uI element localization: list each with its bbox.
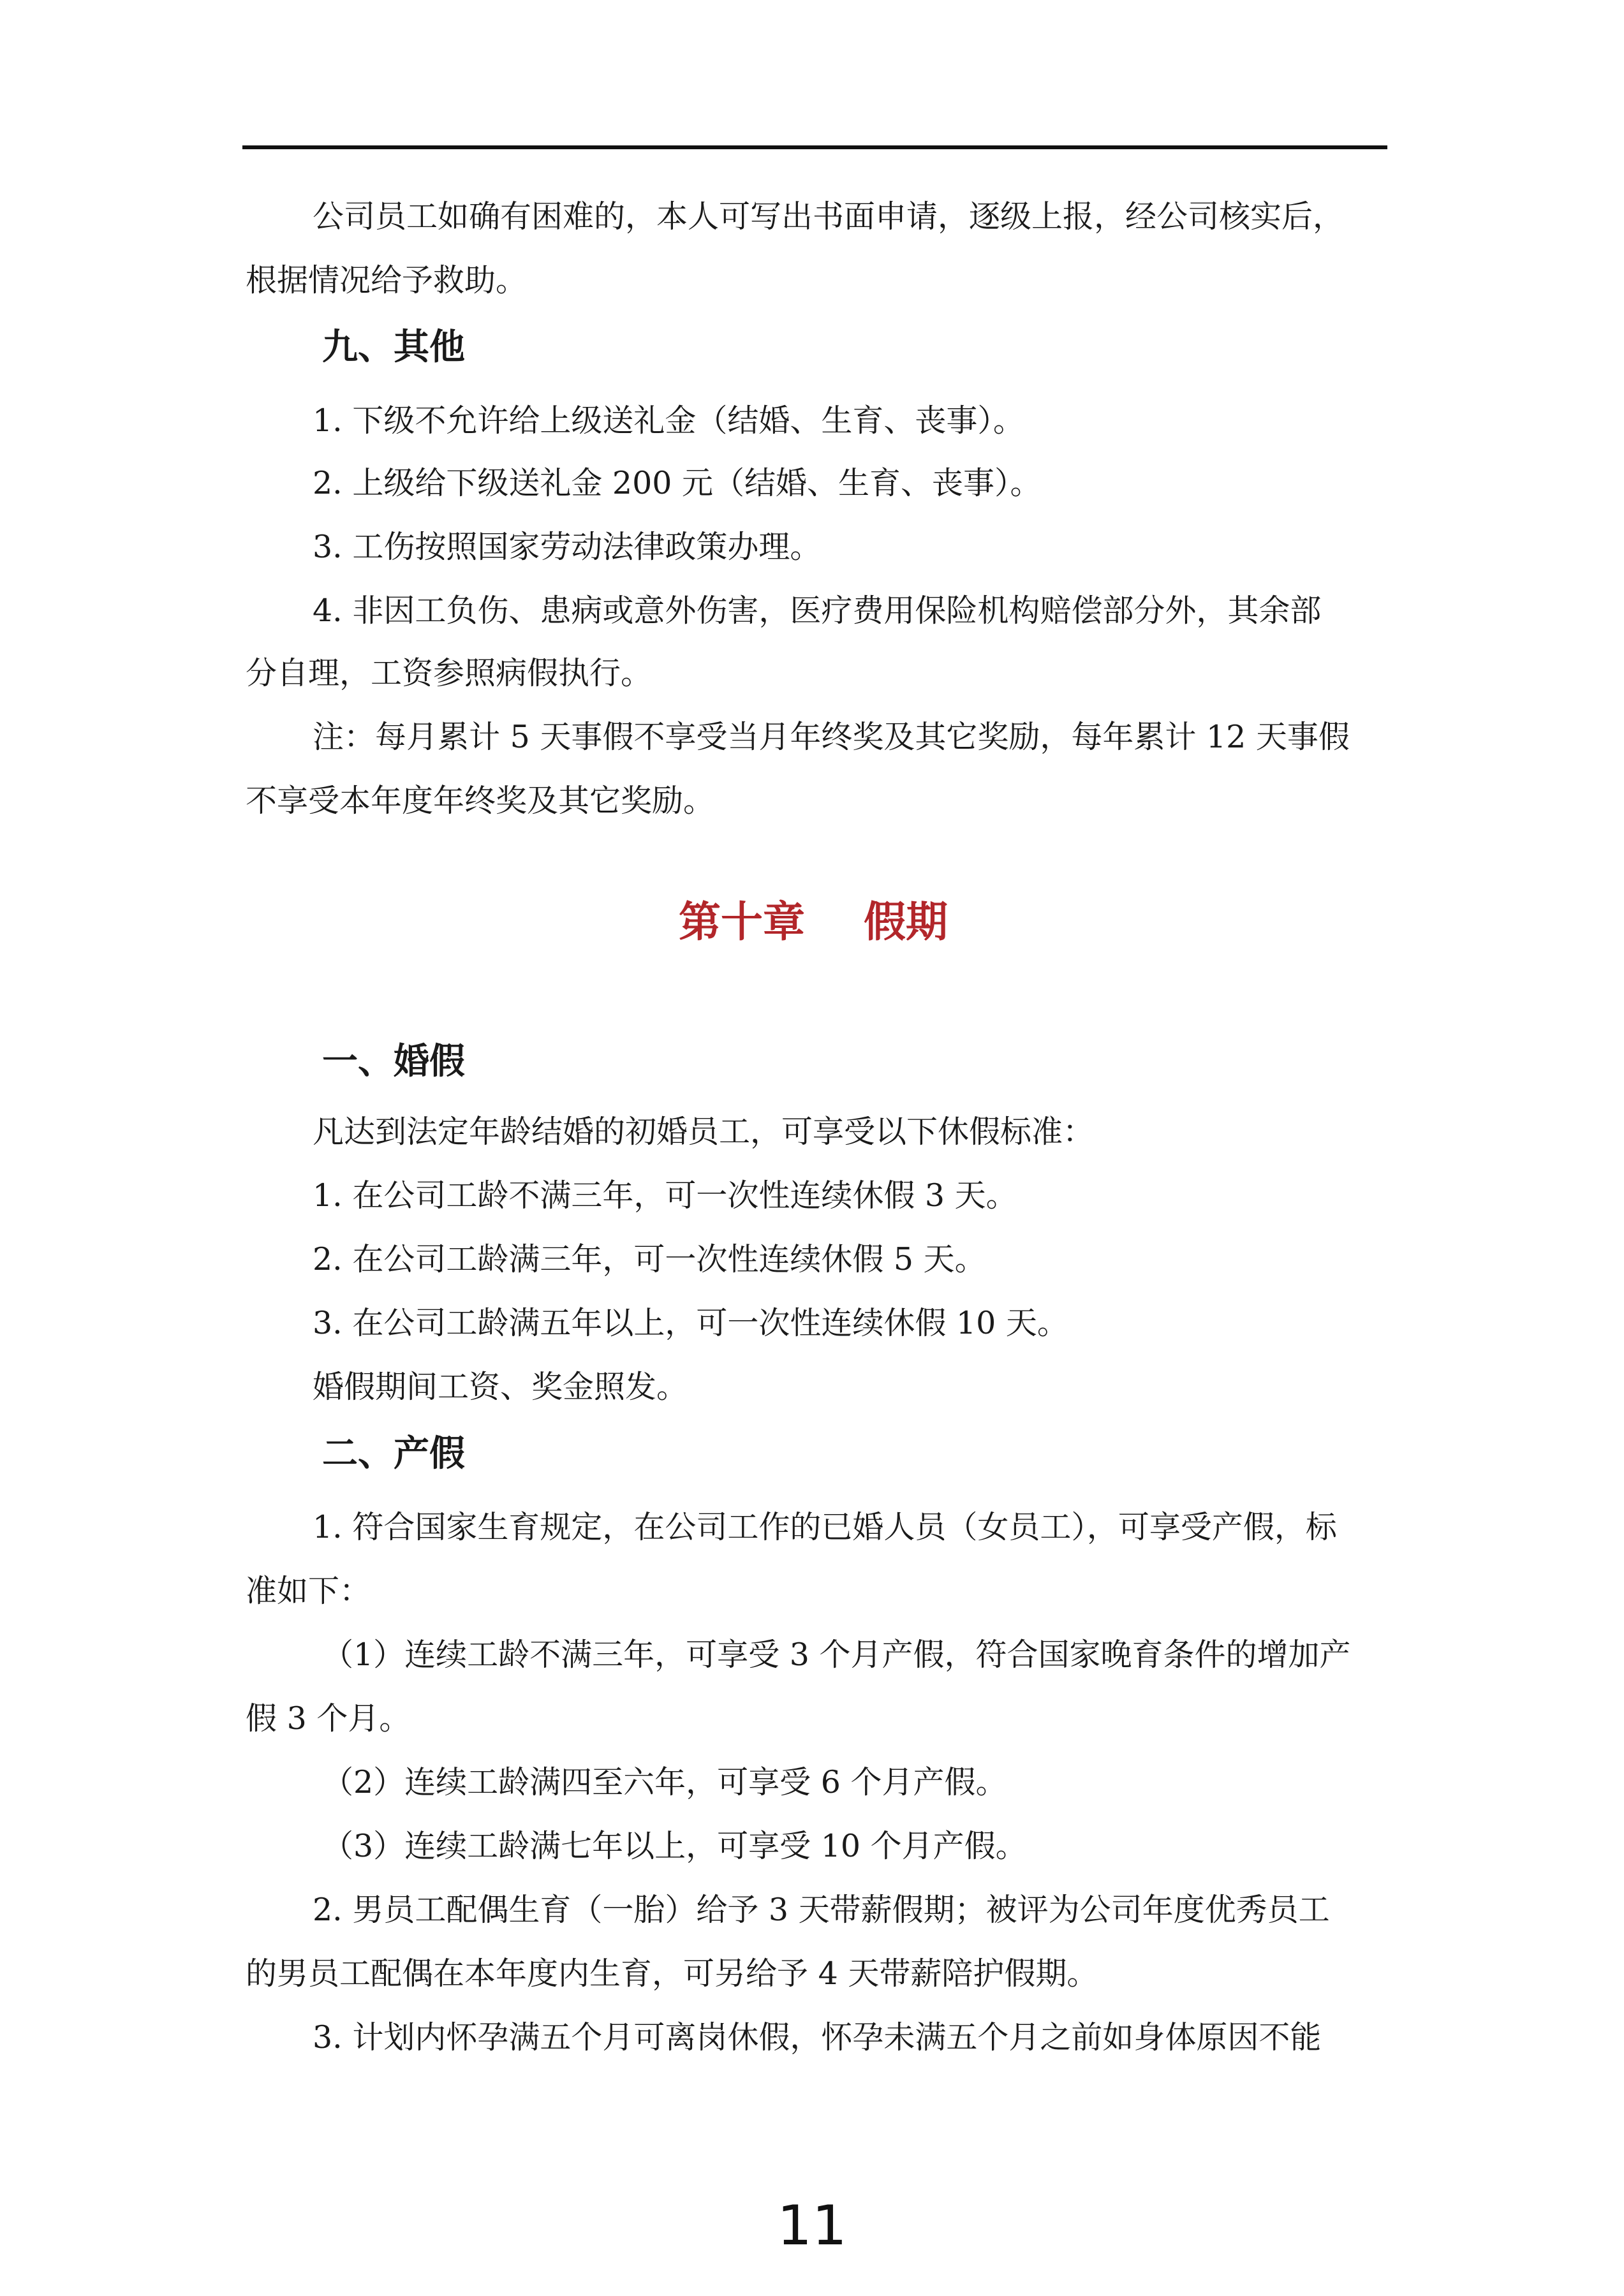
marriage-leave-item-2: 2. 在公司工龄满三年，可一次性连续休假 5 天。 bbox=[313, 1241, 986, 1277]
section9-item-4-line1: 4. 非因工负伤、患病或意外伤害，医疗费用保险机构赔偿部分外，其余部 bbox=[313, 592, 1322, 629]
section9-item-2: 2. 上级给下级送礼金 200 元（结婚、生育、丧事）。 bbox=[313, 465, 1042, 501]
maternity-sub-1-line2: 假 3 个月。 bbox=[246, 1700, 411, 1737]
maternity-item-2-line2: 的男员工配偶在本年度内生育，可另给予 4 天带薪陪护假期。 bbox=[246, 1955, 1098, 1992]
section9-note-line2: 不享受本年度年终奖及其它奖励。 bbox=[246, 783, 715, 819]
maternity-item-3-line1: 3. 计划内怀孕满五个月可离岗休假，怀孕未满五个月之前如身体原因不能 bbox=[313, 2019, 1322, 2056]
marriage-leave-pay: 婚假期间工资、奖金照发。 bbox=[313, 1369, 688, 1405]
section9-note-line1: 注：每月累计 5 天事假不享受当月年终奖及其它奖励，每年累计 12 天事假 bbox=[313, 719, 1350, 755]
section9-heading: 九、其他 bbox=[322, 326, 465, 368]
section9-item-3: 3. 工伤按照国家劳动法律政策办理。 bbox=[313, 529, 822, 565]
marriage-leave-intro: 凡达到法定年龄结婚的初婚员工，可享受以下休假标准： bbox=[313, 1114, 1095, 1150]
header-rule bbox=[242, 145, 1387, 149]
section9-item-1: 1. 下级不允许给上级送礼金（结婚、生育、丧事）。 bbox=[313, 402, 1024, 439]
maternity-sub-2: （2）连续工龄满四至六年，可享受 6 个月产假。 bbox=[322, 1764, 1007, 1800]
page-number: 11 bbox=[777, 2194, 847, 2258]
maternity-sub-3: （3）连续工龄满七年以上，可享受 10 个月产假。 bbox=[322, 1828, 1027, 1864]
marriage-leave-item-3: 3. 在公司工龄满五年以上，可一次性连续休假 10 天。 bbox=[313, 1305, 1068, 1341]
chapter-title: 第十章 假期 bbox=[679, 897, 948, 946]
maternity-sub-1-line1: （1）连续工龄不满三年，可享受 3 个月产假，符合国家晚育条件的增加产 bbox=[322, 1637, 1351, 1673]
section9-item-4-line2: 分自理，工资参照病假执行。 bbox=[246, 655, 653, 691]
maternity-item-2-line1: 2. 男员工配偶生育（一胎）给予 3 天带薪假期；被评为公司年度优秀员工 bbox=[313, 1892, 1330, 1928]
marriage-leave-heading: 一、婚假 bbox=[322, 1040, 465, 1082]
marriage-leave-item-1: 1. 在公司工龄不满三年，可一次性连续休假 3 天。 bbox=[313, 1177, 1017, 1214]
maternity-item-1-line1: 1. 符合国家生育规定，在公司工作的已婚人员（女员工），可享受产假，标 bbox=[313, 1509, 1337, 1545]
section9-intro-line2: 根据情况给予救助。 bbox=[246, 262, 528, 298]
maternity-item-1-line2: 准如下： bbox=[246, 1573, 371, 1609]
section9-intro-line1: 公司员工如确有困难的，本人可写出书面申请，逐级上报，经公司核实后， bbox=[313, 198, 1345, 235]
maternity-leave-heading: 二、产假 bbox=[322, 1432, 465, 1475]
